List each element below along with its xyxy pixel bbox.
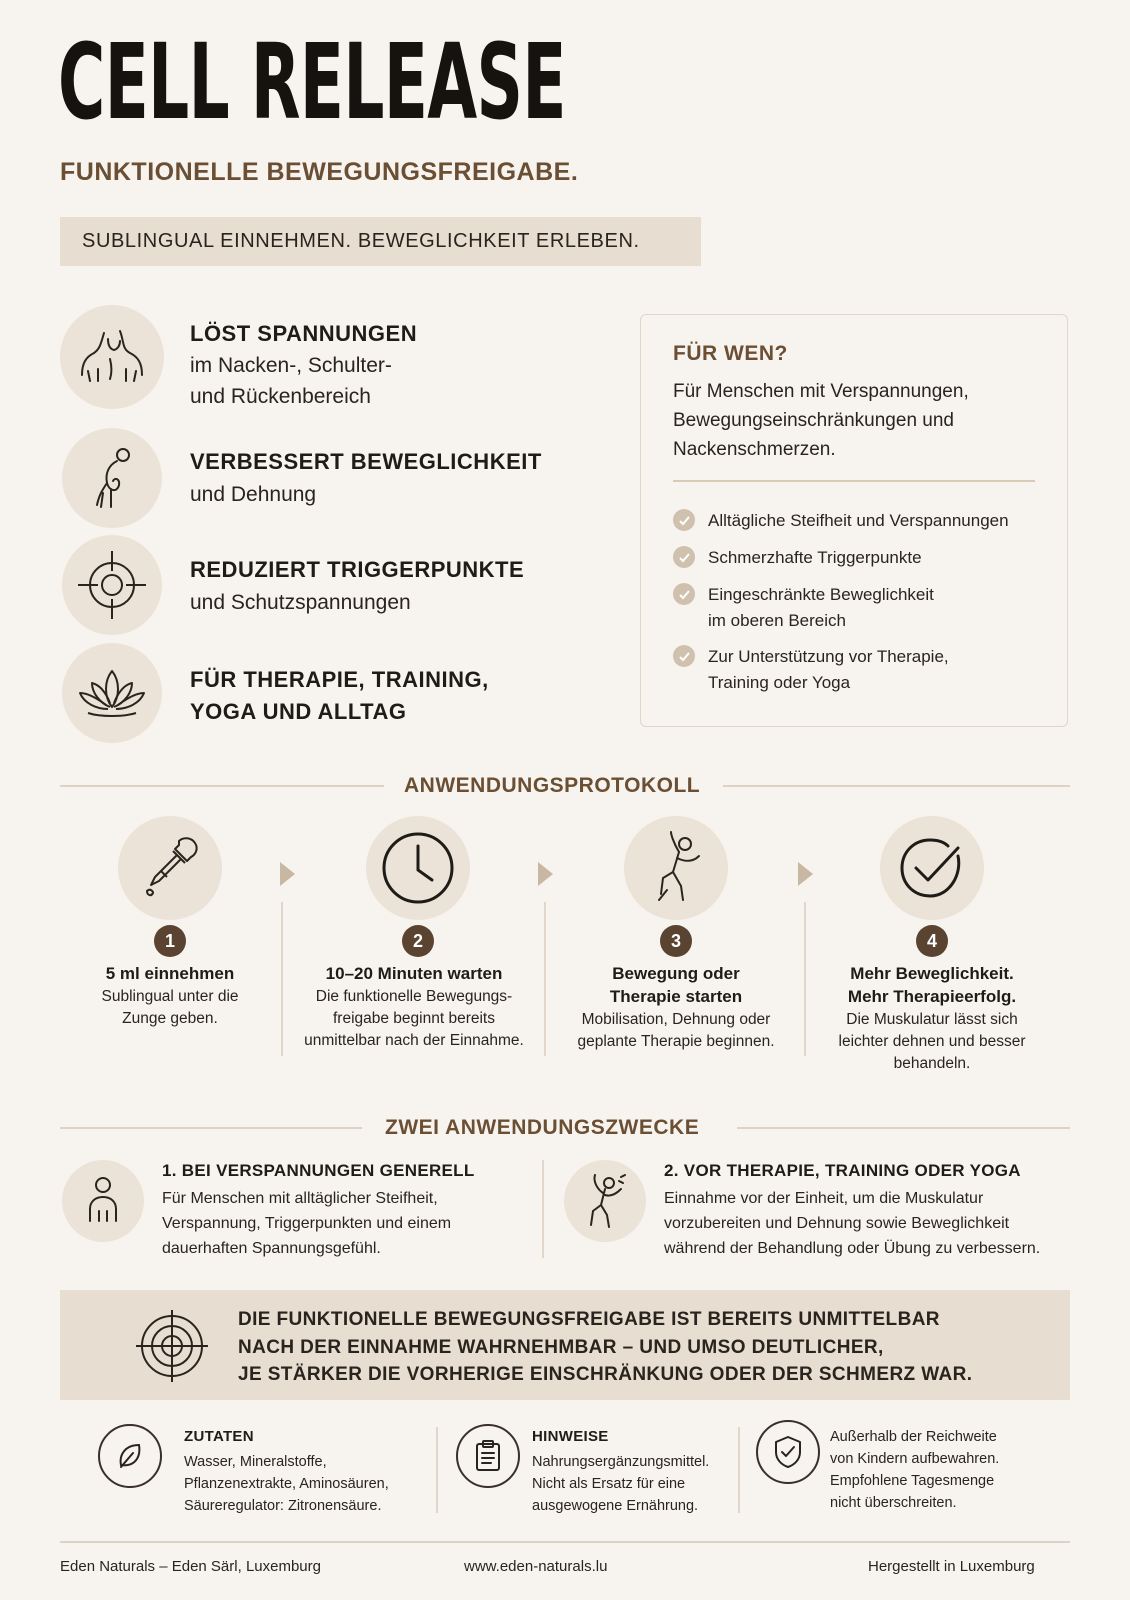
audience-item-text: Schmerzhafte Triggerpunkte — [708, 548, 922, 567]
audience-heading: FÜR WEN? — [673, 342, 788, 365]
purpose-title: 2. VOR THERAPIE, TRAINING ODER YOGA — [664, 1161, 1021, 1180]
arrow-icon — [798, 862, 813, 886]
audience-item-text: im oberen Bereich — [708, 611, 846, 630]
audience-text-line: Nackenschmerzen. — [673, 439, 836, 460]
checkmark-icon — [880, 816, 984, 920]
page-subtitle: FUNKTIONELLE BEWEGUNGSFREIGABE. — [60, 158, 579, 186]
divider — [544, 902, 546, 1056]
tagline-banner — [60, 217, 701, 266]
step-desc-line: behandeln. — [893, 1055, 971, 1072]
feature-subtext-line: und Dehnung — [190, 483, 317, 506]
audience-text — [673, 377, 1033, 464]
divider — [723, 785, 1070, 787]
step-desc-line: freigabe beginnt bereits — [332, 1010, 495, 1027]
check-icon — [673, 645, 695, 667]
audience-item-text: Zur Unterstützung vor Therapie, — [708, 647, 949, 666]
callout-line: DIE FUNKTIONELLE BEWEGUNGSFREIGABE IST BEREITS UNMITTELBAR — [238, 1309, 940, 1330]
step-text — [556, 962, 796, 1053]
feature-title: REDUZIERT TRIGGERPUNKTE — [190, 557, 525, 582]
step-desc-line: Zunge geben. — [122, 1010, 218, 1027]
feature-title: VERBESSERT BEWEGLICHKEIT — [190, 449, 542, 474]
feature-subtext — [190, 479, 316, 510]
step-desc-line: Die Muskulatur lässt sich — [846, 1011, 1018, 1028]
purpose-text — [664, 1186, 1040, 1261]
stretching-figure-icon — [62, 428, 162, 528]
clipboard-icon — [456, 1424, 520, 1488]
dropper-icon — [118, 816, 222, 920]
step-title: Therapie starten — [609, 987, 743, 1006]
feature-title — [190, 664, 489, 728]
purpose-text-line: Für Menschen mit alltäglicher Steifheit, — [162, 1190, 438, 1207]
target-icon — [134, 1308, 210, 1389]
purposes-heading: ZWEI ANWENDUNGSZWECKE — [385, 1116, 700, 1139]
divider — [738, 1427, 740, 1513]
feature-subtext — [190, 350, 392, 412]
check-icon — [673, 509, 695, 531]
callout-text — [238, 1306, 972, 1389]
divider — [60, 785, 384, 787]
purpose-text — [162, 1186, 451, 1261]
info-text-line: nicht überschreiten. — [830, 1495, 957, 1511]
info-text-line: Wasser, Mineralstoffe, — [184, 1454, 327, 1470]
footer-website-link[interactable]: www.eden-naturals.lu — [464, 1558, 608, 1575]
info-text-line: Außerhalb der Reichweite — [830, 1429, 997, 1445]
feature-title-line: FÜR THERAPIE, TRAINING, — [190, 667, 489, 692]
info-text-line: ausgewogene Ernährung. — [532, 1498, 699, 1514]
step-desc-line: leichter dehnen und besser — [838, 1033, 1026, 1050]
audience-item — [673, 644, 949, 696]
moving-figure-icon — [624, 816, 728, 920]
purpose-text-line: während der Behandlung oder Übung zu verbessern. — [664, 1240, 1041, 1257]
divider — [60, 1541, 1070, 1543]
check-icon — [673, 583, 695, 605]
audience-item-text: Eingeschränkte Beweglichkeit — [708, 585, 934, 604]
callout-line: JE STÄRKER DIE VORHERIGE EINSCHRÄNKUNG ODER DER SCHMERZ WAR. — [238, 1364, 973, 1385]
step-desc-line: Mobilisation, Dehnung oder — [581, 1011, 771, 1028]
audience-item — [673, 582, 934, 634]
info-text — [184, 1451, 389, 1517]
feature-title-line: YOGA UND ALLTAG — [190, 699, 407, 724]
leaf-icon — [98, 1424, 162, 1488]
divider — [60, 1127, 362, 1129]
step-number: 2 — [402, 925, 434, 957]
feature-title: LÖST SPANNUNGEN — [190, 321, 418, 346]
info-text-line: Nahrungsergänzungsmittel. — [532, 1454, 710, 1470]
info-text — [830, 1426, 999, 1514]
info-text — [532, 1451, 709, 1517]
info-title: ZUTATEN — [184, 1428, 254, 1445]
person-icon — [62, 1160, 144, 1242]
shield-check-icon — [756, 1420, 820, 1484]
divider — [737, 1127, 1070, 1129]
purpose-text-line: dauerhaften Spannungsgefühl. — [162, 1240, 381, 1257]
step-desc-line: unmittelbar nach der Einnahme. — [304, 1032, 524, 1049]
info-title: HINWEISE — [532, 1428, 609, 1445]
audience-text-line: Für Menschen mit Verspannungen, — [673, 381, 969, 402]
arrow-icon — [280, 862, 295, 886]
step-title: 10–20 Minuten warten — [325, 964, 503, 983]
step-title: 5 ml einnehmen — [105, 964, 235, 983]
divider — [436, 1427, 438, 1513]
step-number: 4 — [916, 925, 948, 957]
arrow-icon — [538, 862, 553, 886]
step-desc-line: Sublingual unter die — [101, 988, 239, 1005]
lotus-icon — [62, 643, 162, 743]
footer-company: Eden Naturals – Eden Särl, Luxemburg — [60, 1558, 321, 1575]
audience-item — [673, 508, 1009, 534]
step-text — [294, 962, 534, 1052]
tagline-text: SUBLINGUAL EINNEHMEN. BEWEGLICHKEIT ERLEBEN. — [82, 230, 640, 252]
audience-item-text: Training oder Yoga — [708, 673, 851, 692]
info-text-line: von Kindern aufbewahren. — [830, 1451, 1000, 1467]
page-title: CELL RELEASE — [58, 21, 566, 143]
shoulder-body-icon — [60, 305, 164, 409]
divider — [281, 902, 283, 1056]
step-title: Bewegung oder — [612, 964, 740, 983]
purpose-text-line: Einnahme vor der Einheit, um die Muskulatur — [664, 1190, 984, 1207]
step-title: Mehr Therapieerfolg. — [847, 987, 1017, 1006]
info-text-line: Nicht als Ersatz für eine — [532, 1476, 686, 1492]
step-text — [50, 962, 290, 1030]
step-number: 1 — [154, 925, 186, 957]
feature-subtext-line: und Rückenbereich — [190, 385, 371, 408]
crosshair-target-icon — [62, 535, 162, 635]
info-text-line: Empfohlene Tagesmenge — [830, 1473, 995, 1489]
purpose-text-line: vorzubereiten und Dehnung sowie Beweglichkeit — [664, 1215, 1010, 1232]
footer-made-in: Hergestellt in Luxemburg — [868, 1558, 1035, 1575]
protocol-heading: ANWENDUNGSPROTOKOLL — [404, 774, 701, 797]
step-desc-line: Die funktionelle Bewegungs- — [315, 988, 513, 1005]
step-text — [812, 962, 1052, 1075]
check-icon — [673, 546, 695, 568]
step-title: Mehr Beweglichkeit. — [850, 964, 1014, 983]
info-text-line: Pflanzenextrakte, Aminosäuren, — [184, 1476, 389, 1492]
purpose-text-line: Verspannung, Triggerpunkten und einem — [162, 1215, 452, 1232]
divider — [673, 480, 1035, 482]
step-desc-line: geplante Therapie beginnen. — [577, 1033, 775, 1050]
step-number: 3 — [660, 925, 692, 957]
callout-line: NACH DER EINNAHME WAHRNEHMBAR – UND UMSO DEUTLICHER, — [238, 1336, 884, 1358]
info-text-line: Säureregulator: Zitronensäure. — [184, 1498, 382, 1514]
divider — [542, 1160, 544, 1258]
audience-item-text: Alltägliche Steifheit und Verspannungen — [708, 511, 1009, 530]
exercise-figure-icon — [564, 1160, 646, 1242]
clock-icon — [366, 816, 470, 920]
purpose-title: 1. BEI VERSPANNUNGEN GENERELL — [162, 1161, 475, 1180]
audience-item — [673, 545, 922, 571]
audience-text-line: Bewegungseinschränkungen und — [673, 410, 954, 431]
feature-subtext — [190, 587, 411, 618]
feature-subtext-line: und Schutzspannungen — [190, 591, 411, 614]
feature-subtext-line: im Nacken-, Schulter- — [190, 354, 392, 377]
divider — [804, 902, 806, 1056]
